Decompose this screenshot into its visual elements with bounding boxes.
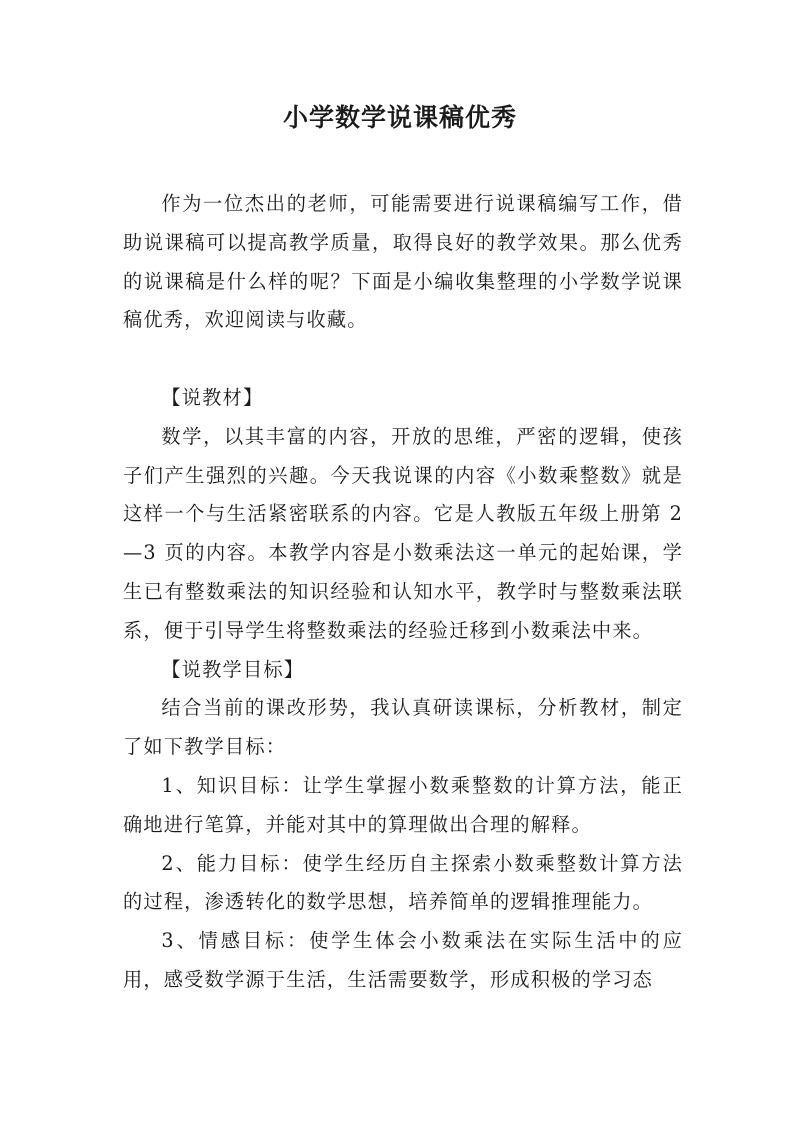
objective-emotion: 3、情感目标：使学生体会小数乘法在实际生活中的应用，感受数学源于生活，生活需要数学，形成积极的学习态	[123, 929, 683, 991]
objective-ability: 2、能力目标：使学生经历自主探索小数乘整数计算方法的过程，渗透转化的数学思想，培养简单的逻辑推理能力。	[123, 851, 683, 914]
document-title: 小学数学说课稿优秀	[282, 103, 517, 132]
objectives-intro-paragraph: 结合当前的课改形势，我认真研读课标，分析教材，制定了如下教学目标：	[123, 696, 683, 759]
document-body	[123, 185, 683, 1000]
textbook-paragraph: 数学，以其丰富的内容，开放的思维，严密的逻辑，使孩子们产生强烈的兴趣。今天我说课的内容《小数乘整数》就是这样一个与生活紧密联系的内容。它是人教版五年级上册第 2—3 页的内容。本教学内容是小数乘法这一单元的起始课，学生已有整数乘法的知识经验和认知水平，教学时与整数乘法联系，便于引导学生将整数乘法的经验迁移到小数乘法中来。	[123, 424, 683, 642]
section-heading-objectives: 【说教学目标】	[161, 657, 305, 681]
objective-knowledge: 1、知识目标：让学生掌握小数乘整数的计算方法，能正确地进行笔算，并能对其中的算理做出合理的解释。	[123, 773, 683, 836]
section-heading-textbook: 【说教材】	[161, 385, 264, 409]
intro-paragraph: 作为一位杰出的老师，可能需要进行说课稿编写工作，借助说课稿可以提高教学质量，取得良好的教学效果。那么优秀的说课稿是什么样的呢？下面是小编收集整理的小学数学说课稿优秀，欢迎阅读与收藏。	[123, 192, 683, 332]
